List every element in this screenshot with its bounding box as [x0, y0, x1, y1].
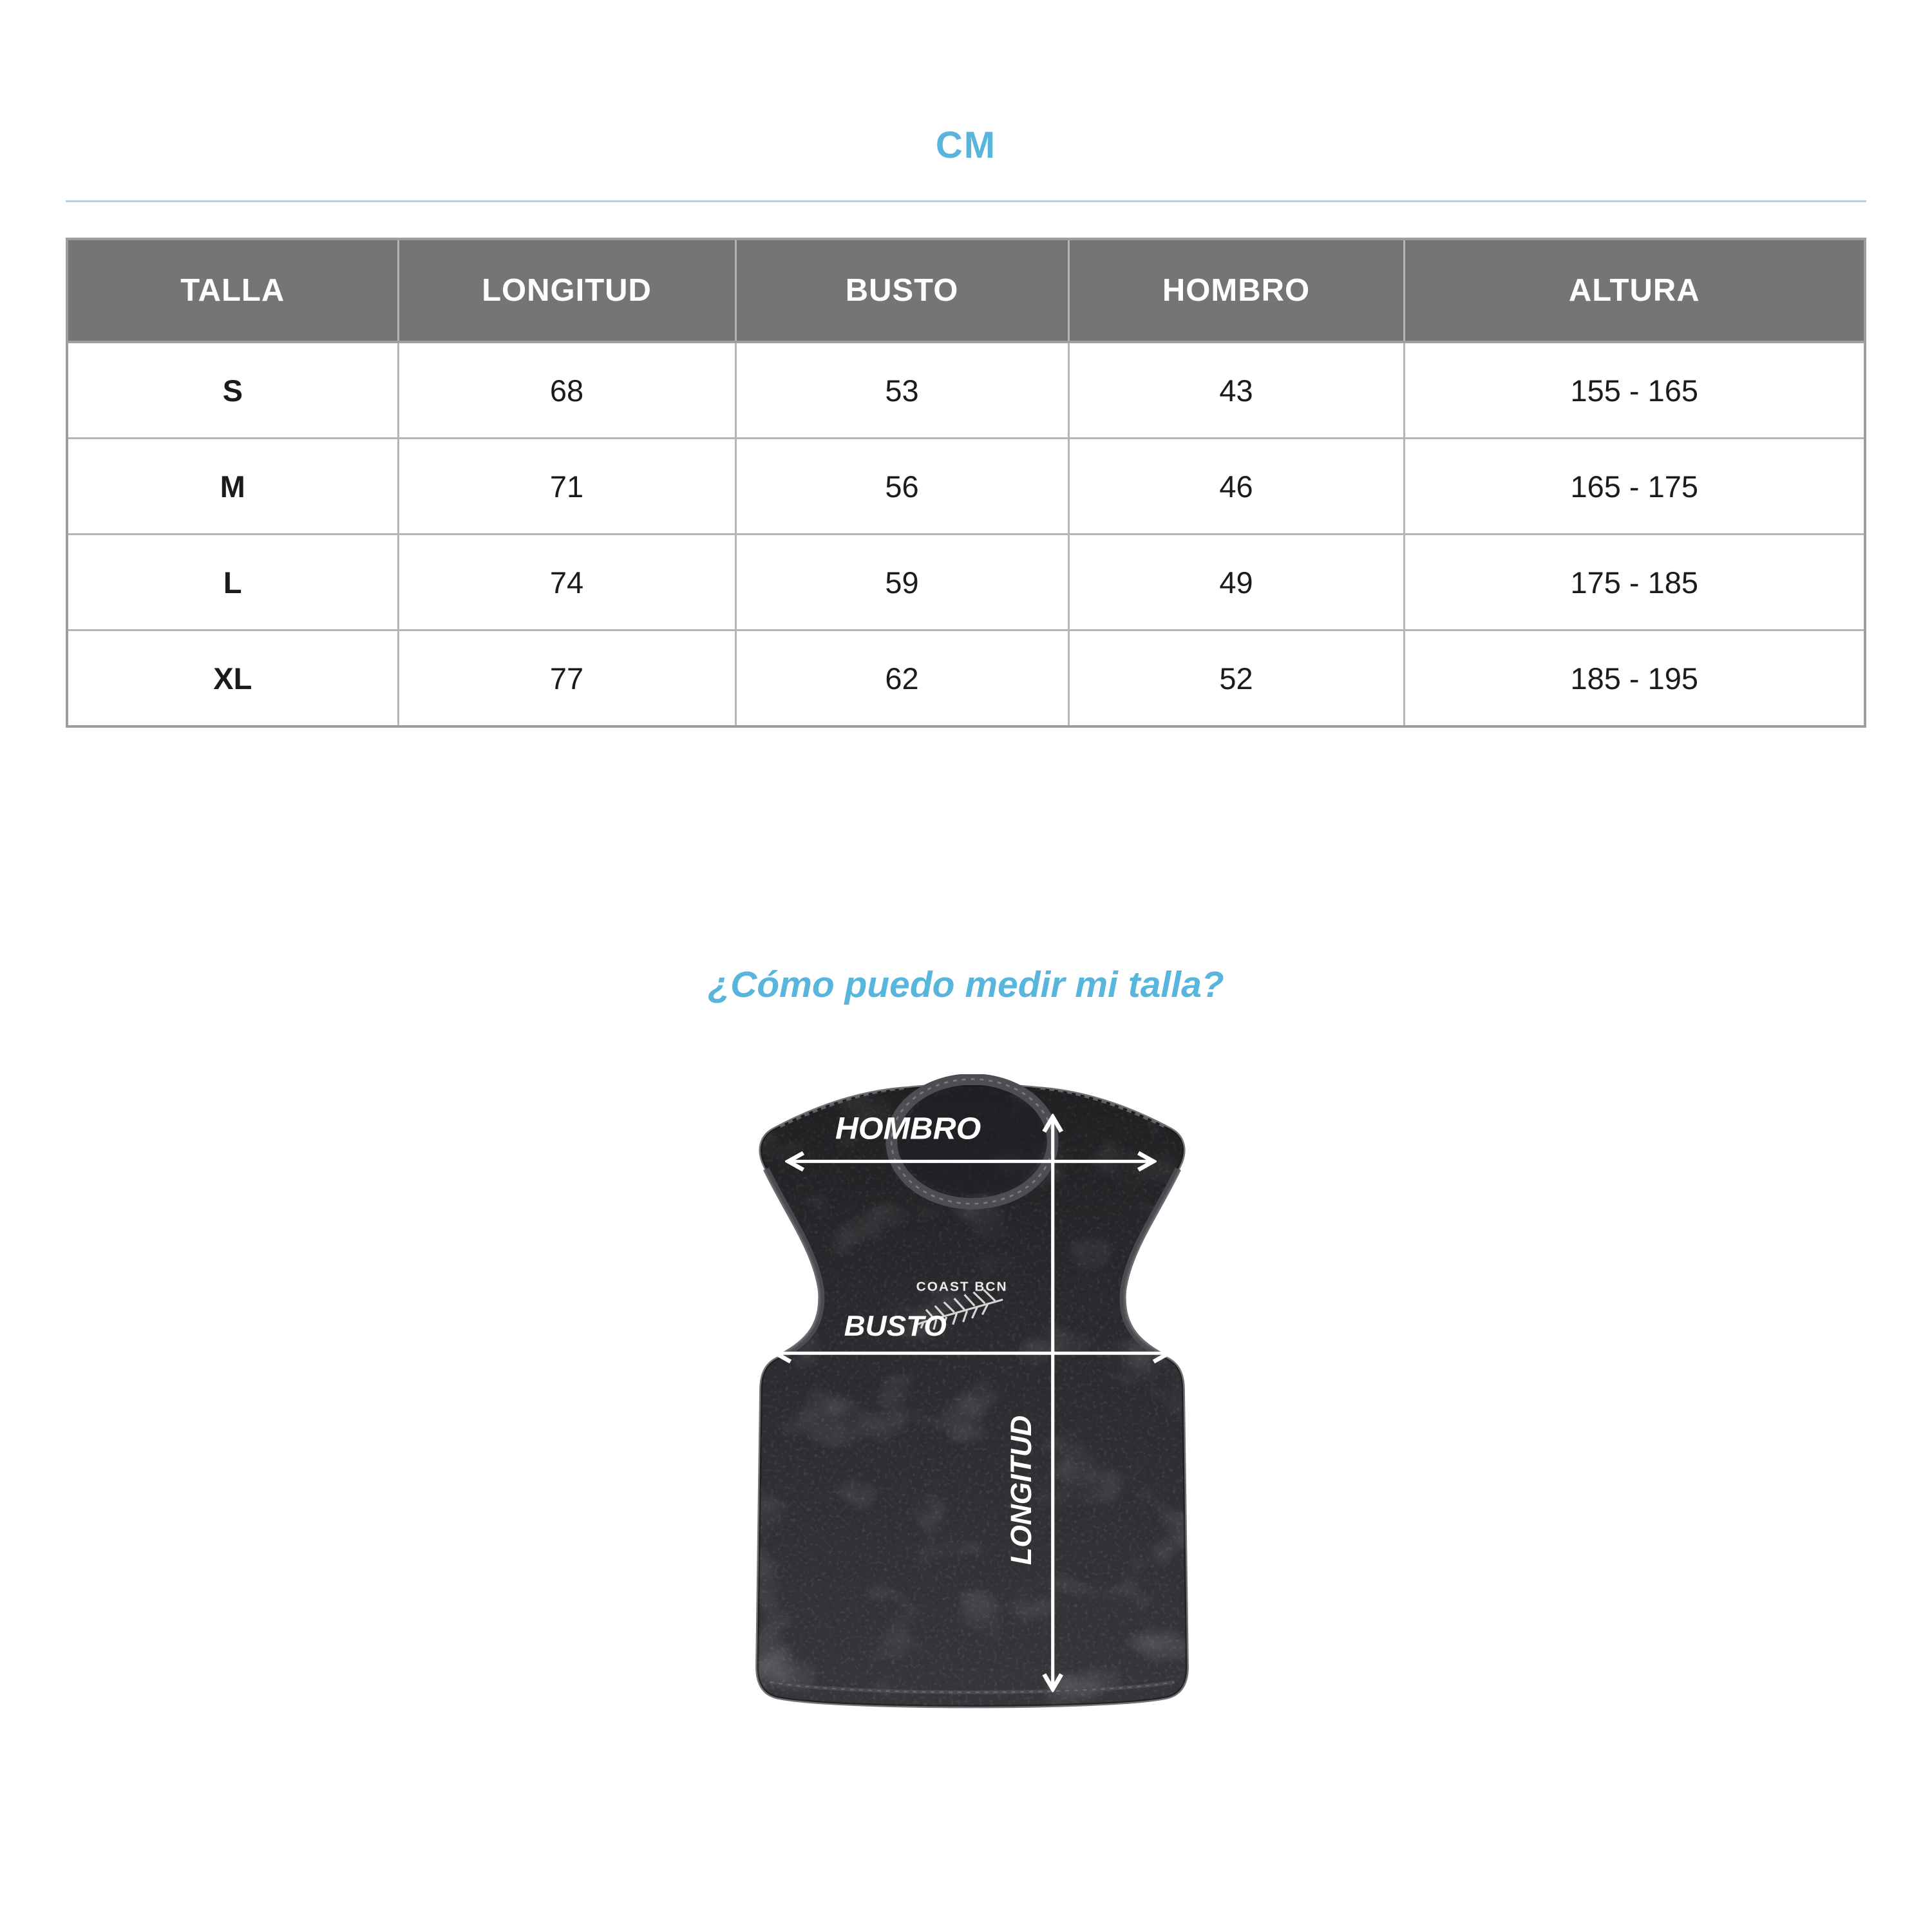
table-cell: 68: [398, 342, 735, 439]
table-cell: 53: [735, 342, 1068, 439]
busto-label: BUSTO: [844, 1309, 947, 1342]
table-cell: 52: [1068, 630, 1404, 727]
table-row: [67, 535, 1865, 630]
table-cell: 185 - 195: [1404, 630, 1865, 727]
table-cell: S: [67, 342, 398, 439]
table-cell: 165 - 175: [1404, 439, 1865, 535]
table-cell: 59: [735, 535, 1068, 630]
table-cell: 74: [398, 535, 735, 630]
table-cell: L: [67, 535, 398, 630]
measure-question-heading: ¿Cómo puedo medir mi talla?: [708, 964, 1224, 1005]
tank-top-image: [716, 1074, 1228, 1734]
column-header-altura: ALTURA: [1404, 239, 1865, 342]
hombro-label: HOMBRO: [835, 1112, 981, 1146]
table-cell: 71: [398, 439, 735, 535]
table-row: [67, 630, 1865, 727]
coast-bcn-logo-text: COAST BCN: [916, 1279, 1008, 1294]
table-cell: 46: [1068, 439, 1404, 535]
table-row: [67, 342, 1865, 439]
table-cell: 77: [398, 630, 735, 727]
column-header-busto: BUSTO: [735, 239, 1068, 342]
unit-header: CM: [935, 124, 997, 166]
column-header-longitud: LONGITUD: [398, 239, 735, 342]
table-cell: XL: [67, 630, 398, 727]
table-cell: 62: [735, 630, 1068, 727]
size-table: [66, 238, 1866, 728]
table-cell: 155 - 165: [1404, 342, 1865, 439]
table-cell: 43: [1068, 342, 1404, 439]
column-header-hombro: HOMBRO: [1068, 239, 1404, 342]
table-cell: 49: [1068, 535, 1404, 630]
table-cell: 175 - 185: [1404, 535, 1865, 630]
table-cell: 56: [735, 439, 1068, 535]
table-header-row: [67, 239, 1865, 342]
longitud-label: LONGITUD: [1004, 1415, 1038, 1566]
table-row: [67, 439, 1865, 535]
table-cell: M: [67, 439, 398, 535]
column-header-talla: TALLA: [67, 239, 398, 342]
divider-line: [66, 200, 1866, 202]
